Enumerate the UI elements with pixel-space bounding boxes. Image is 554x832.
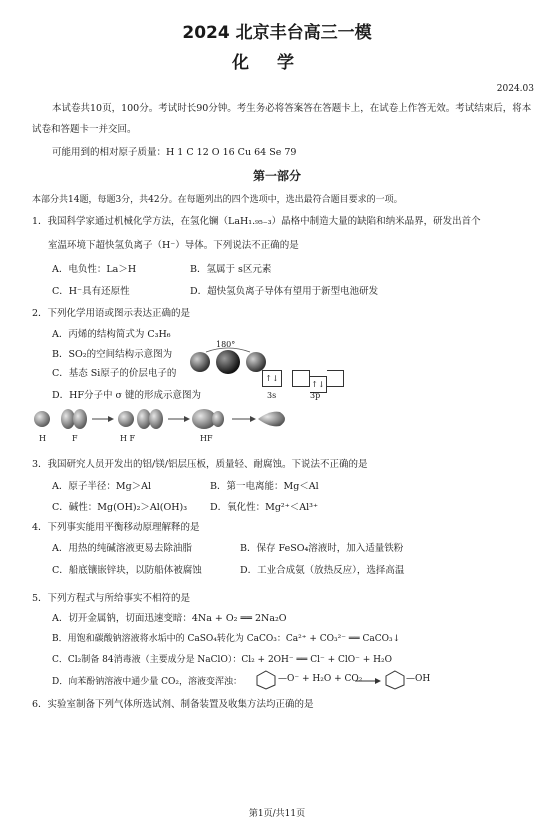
q5-option-d: [52, 674, 242, 687]
part-heading: 第一部分: [252, 169, 301, 183]
benzene-ring-icon-product: [384, 670, 406, 690]
q5-option-c: C．Cl₂制备 84消毒液（主要成分是 NaClO）：Cl₂ + 2OH⁻ ══ Cl⁻ + ClO⁻ + H₂O: [52, 655, 392, 665]
atomic-masses: 可能用到的相对原子质量：H 1 C 12 O 16 Cu 64 Se 79: [52, 147, 297, 158]
q4-option-c: C．船底镶嵌锌块，以防船体被腐蚀: [52, 565, 202, 576]
orbital-3p-boxes: [292, 370, 344, 393]
reaction-arrow-icon: [355, 676, 381, 686]
q4-option-a: A．用热的纯碱溶液更易去除油脂: [52, 543, 192, 554]
q4-stem: 4．下列事实能用平衡移动原理解释的是: [32, 522, 200, 533]
benzene-ring-icon: [255, 670, 277, 690]
q3-option-a: A．原子半径：Mg＞Al: [52, 481, 152, 492]
q5-option-a: A．切开金属钠，切面迅速变暗：4Na + O₂ ══ 2Na₂O: [52, 613, 287, 624]
orbital-3p-box-1: [292, 370, 310, 387]
page-footer: 第1页/共11页: [248, 809, 306, 819]
q5-option-d-reactants: —O⁻ + H₂O + CO₂: [278, 674, 363, 684]
q1-option-c: C．H⁻具有还原性: [52, 286, 130, 297]
q3-option-c: C．碱性：Mg(OH)₂＞Al(OH)₃: [52, 502, 188, 513]
orbital-3p-box-2: ↑↓: [310, 376, 327, 393]
so2-model-icon: [188, 346, 268, 374]
orbital-3s-box: ↑↓: [262, 370, 282, 387]
q5-option-d-product: —OH: [406, 674, 431, 684]
orbital-3p-label: 3p: [310, 391, 321, 400]
q3-option-b: B．第一电离能：Mg＜Al: [210, 481, 319, 492]
exam-notice: 本试卷共10页，100分。考试时长90分钟。考生务必将答案答在答题卡上，在试卷上作答无效。考试结束后，将本试卷和答题卡一并交回。: [32, 103, 532, 135]
subject-title: 化学: [232, 53, 322, 73]
q1-option-b: B．氢属于 s区元素: [190, 264, 272, 275]
exam-date: 2024.03: [496, 84, 534, 94]
q2-stem: 2．下列化学用语或图示表达正确的是: [32, 308, 191, 319]
orbital-3p-box-3: [327, 370, 344, 387]
hf-sigma-bond-diagram: [32, 404, 292, 434]
q1-stem-cont: 室温环境下超快氢负离子（H⁻）导体。下列说法不正确的是: [48, 240, 299, 251]
q2-option-c: C．基态 Si原子的价层电子的: [52, 368, 177, 379]
q1-option-d: D．超快氢负离子导体有望用于新型电池研发: [190, 286, 379, 297]
q2-option-d: D．HF分子中 σ 键的形成示意图为: [52, 390, 202, 401]
orbital-3s-label: 3s: [267, 391, 277, 400]
exam-title: 2024 北京丰台高三一模: [182, 23, 372, 43]
q5-stem: 5．下列方程式与所给事实不相符的是: [32, 593, 191, 604]
q1-option-a: A．电负性：La＞H: [52, 264, 137, 275]
hf-label-hf: HF: [200, 434, 213, 443]
q3-stem: 3．我国研究人员开发出的铝/镁/铝层压板，质量轻、耐腐蚀。下说法不正确的是: [32, 459, 368, 470]
q4-option-b: B．保存 FeSO₄溶液时，加入适量铁粉: [240, 543, 404, 554]
hf-label-h: H: [39, 434, 46, 443]
part-instructions: 本部分共14题，每题3分，共42分。在每题列出的四个选项中，选出最符合题目要求的一项。: [32, 195, 403, 205]
q3-option-d: D．氧化性：Mg²⁺＜Al³⁺: [210, 502, 318, 513]
q4-option-d: D．工业合成氨（放热反应），选择高温: [240, 565, 405, 576]
so2-angle-label: 180°: [216, 340, 236, 349]
q1-stem: 1．我国科学家通过机械化学方法，在氢化镧（LaH₁.₉₅₋₃）晶格中制造大量的缺陷和纳米晶界，研发出首个: [32, 216, 481, 227]
q5-option-b: B．用饱和碳酸钠溶液将水垢中的 CaSO₄转化为 CaCO₃：Ca²⁺ + CO₃²⁻ ══ CaCO₃↓: [52, 634, 401, 644]
q2-option-a: A．丙烯的结构简式为 C₃H₆: [52, 329, 171, 340]
q5-option-d-text: D．向苯酚钠溶液中通少量 CO₂，溶液变浑浊：: [52, 677, 242, 687]
hf-label-f: F: [72, 434, 78, 443]
hf-label-h-f: H F: [120, 434, 136, 443]
q2-option-b: B．SO₂的空间结构示意图为: [52, 349, 173, 360]
q6-stem: 6．实验室制备下列气体所选试剂、制备装置及收集方法均正确的是: [32, 699, 314, 710]
